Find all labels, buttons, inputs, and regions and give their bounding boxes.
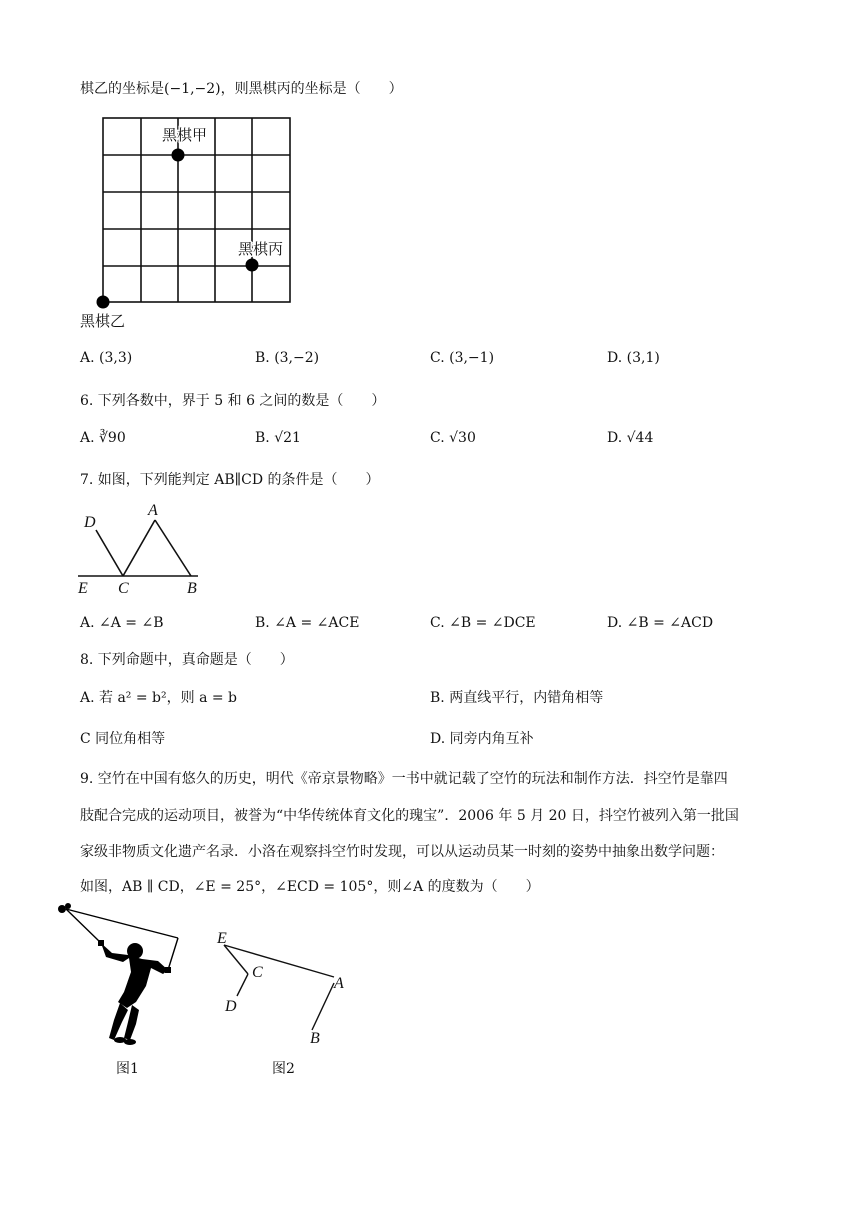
- q7-label-c: C: [118, 580, 129, 597]
- q5-option-b: B. (3,−2): [255, 350, 320, 366]
- q7-label-e: E: [78, 580, 88, 597]
- q9-label-b: B: [310, 1030, 320, 1047]
- q9-label-e: E: [217, 930, 227, 947]
- q9-line-3: 家级非物质文化遗产名录．小洛在观察抖空竹时发现，可以从运动员某一时刻的姿势中抽象出数学问题：: [80, 844, 724, 860]
- q9-line-2: 肢配合完成的运动项目，被誉为“中华传统体育文化的瑰宝”．2006 年 5 月 20 日，抖空竹被列入第一批国: [80, 808, 739, 824]
- label-bing: 黑棋丙: [238, 240, 284, 258]
- q7-stem: 7. 如图，下列能判定 AB∥CD 的条件是（ ）: [80, 472, 380, 488]
- q7-option-d: D. ∠B = ∠ACD: [607, 615, 714, 631]
- q6-option-d: D. √44: [607, 430, 654, 446]
- q6-option-c: C. √30: [430, 430, 476, 446]
- q7-option-b: B. ∠A = ∠ACE: [255, 615, 360, 631]
- q8-stem: 8. 下列命题中，真命题是（ ）: [80, 652, 294, 668]
- q5-option-d: D. (3,1): [607, 350, 660, 366]
- q6-option-a: A. ∛90: [80, 430, 126, 446]
- label-yi: 黑棋乙: [80, 312, 126, 330]
- q8-option-a: A. 若 a² = b²，则 a = b: [80, 690, 238, 706]
- q5-option-c: C. (3,−1): [430, 350, 495, 366]
- q7-option-c: C. ∠B = ∠DCE: [430, 615, 536, 631]
- q8-option-c: C 同位角相等: [80, 731, 166, 747]
- q7-label-a: A: [148, 502, 158, 519]
- q9-line-1: 9. 空竹在中国有悠久的历史，明代《帝京景物略》一书中就记载了空竹的玩法和制作方法．抖空竹是靠四: [80, 771, 728, 787]
- q8-option-d: D. 同旁内角互补: [430, 731, 534, 747]
- q9-caption-2: 图2: [272, 1061, 295, 1077]
- q9-caption-1: 图1: [116, 1061, 139, 1077]
- q9-label-a: A: [334, 975, 344, 992]
- q5-stem: 棋乙的坐标是(−1,−2)，则黑棋丙的坐标是（ ）: [80, 81, 403, 97]
- q5-option-a: A. (3,3): [80, 350, 133, 366]
- label-jia: 黑棋甲: [162, 126, 208, 144]
- q7-label-d: D: [84, 514, 96, 531]
- q9-label-d: D: [225, 998, 237, 1015]
- q6-stem: 6. 下列各数中，界于 5 和 6 之间的数是（ ）: [80, 393, 386, 409]
- q9-label-c: C: [252, 964, 263, 981]
- q9-line-4: 如图，AB ∥ CD，∠E = 25°，∠ECD = 105°，则∠A 的度数为（ ）: [80, 879, 540, 895]
- q7-option-a: A. ∠A = ∠B: [80, 615, 164, 631]
- q8-option-b: B. 两直线平行，内错角相等: [430, 690, 604, 706]
- q6-option-b: B. √21: [255, 430, 301, 446]
- q7-label-b: B: [187, 580, 197, 597]
